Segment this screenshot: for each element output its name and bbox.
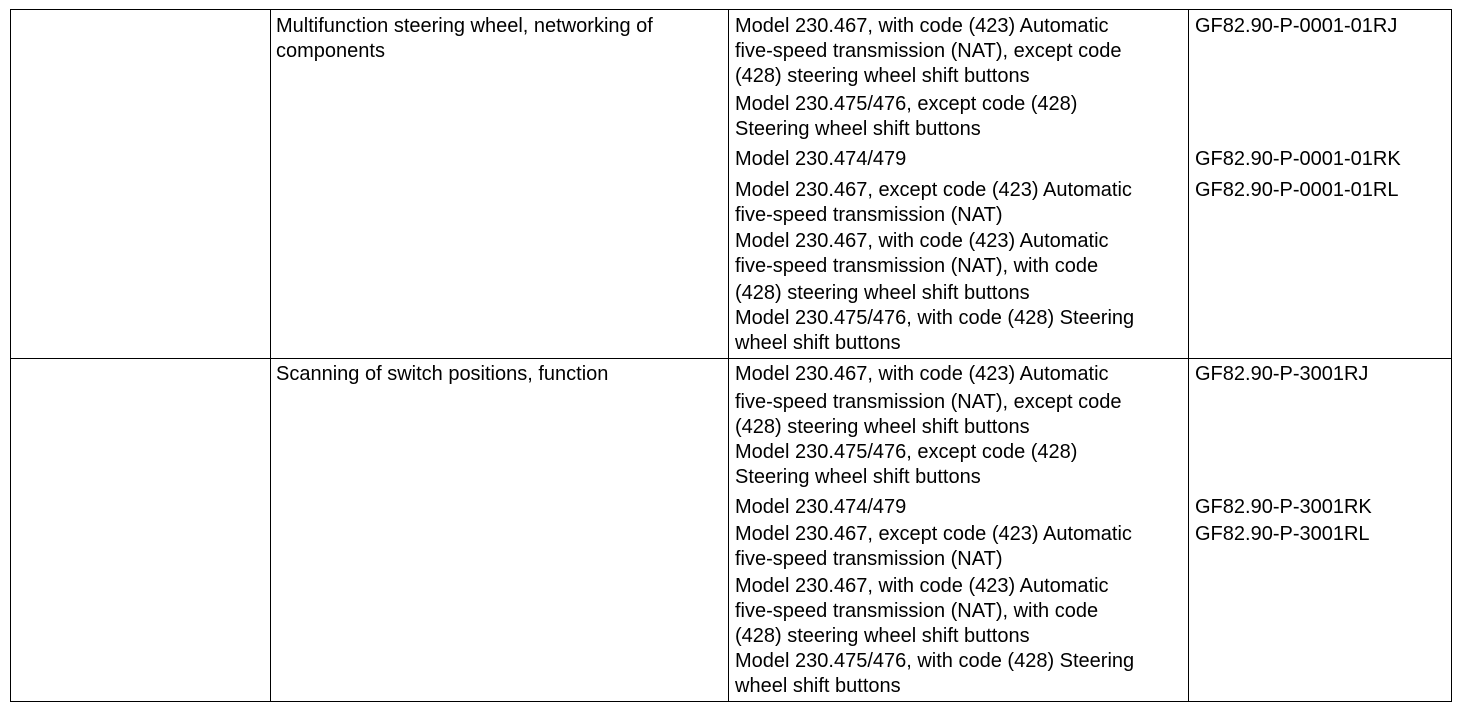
document-table <box>10 9 1452 702</box>
row-1-entry-3-line-7: wheel shift buttons <box>735 332 901 354</box>
row-2-entry-2-line-4: Model 230.467, with code (423) Automatic <box>735 575 1109 597</box>
row-1-entry-1-line-3: (428) steering wheel shift buttons <box>735 65 1030 87</box>
row-1-entry-1-line-5: Steering wheel shift buttons <box>735 118 981 140</box>
row-1-component-line-1: Multifunction steering wheel, networking of <box>276 15 653 37</box>
row-2-entry-1-line-5: Steering wheel shift buttons <box>735 466 981 488</box>
row-1-entry-1-doc-ref: GF82.90-P-0001-01RJ <box>1195 15 1398 37</box>
row-1-entry-1-line-4: Model 230.475/476, except code (428) <box>735 93 1078 115</box>
row-1-entry-3-line-4: five-speed transmission (NAT), with code <box>735 255 1099 277</box>
row-1-entry-1-line-2: five-speed transmission (NAT), except code <box>735 40 1122 62</box>
row-1-entry-3-line-2: five-speed transmission (NAT) <box>735 204 1003 226</box>
row-2-entry-2-line-8: wheel shift buttons <box>735 675 901 697</box>
row-1-entry-3-line-1: Model 230.467, except code (423) Automatic <box>735 179 1132 201</box>
row-2-entry-3-doc-ref: GF82.90-P-3001RL <box>1195 523 1370 545</box>
row-2-entry-2-line-7: Model 230.475/476, with code (428) Steering <box>735 650 1135 672</box>
row-2-entry-1-line-4: Model 230.475/476, except code (428) <box>735 441 1078 463</box>
column-divider <box>270 10 271 701</box>
row-1-entry-3-line-5: (428) steering wheel shift buttons <box>735 282 1030 304</box>
row-2-entry-2-line-2: Model 230.467, except code (423) Automatic <box>735 523 1132 545</box>
row-2-entry-1-doc-ref: GF82.90-P-3001RJ <box>1195 363 1369 385</box>
row-1-entry-3-line-3: Model 230.467, with code (423) Automatic <box>735 230 1109 252</box>
row-2-component-line-1: Scanning of switch positions, function <box>276 363 609 385</box>
row-1-component-line-2: components <box>276 40 385 62</box>
row-2-entry-2-line-5: five-speed transmission (NAT), with code <box>735 600 1099 622</box>
row-2-entry-2-line-1: Model 230.474/479 <box>735 496 907 518</box>
column-divider <box>1188 10 1189 701</box>
row-1-entry-3-doc-ref: GF82.90-P-0001-01RL <box>1195 179 1399 201</box>
row-divider <box>11 358 1451 359</box>
row-2-entry-1-line-3: (428) steering wheel shift buttons <box>735 416 1030 438</box>
row-2-entry-1-line-2: five-speed transmission (NAT), except code <box>735 391 1122 413</box>
row-2-entry-2-line-3: five-speed transmission (NAT) <box>735 548 1003 570</box>
row-1-entry-2-doc-ref: GF82.90-P-0001-01RK <box>1195 148 1401 170</box>
column-divider <box>728 10 729 701</box>
row-2-entry-2-doc-ref: GF82.90-P-3001RK <box>1195 496 1372 518</box>
row-2-entry-2-line-6: (428) steering wheel shift buttons <box>735 625 1030 647</box>
row-2-entry-1-line-1: Model 230.467, with code (423) Automatic <box>735 363 1109 385</box>
row-1-entry-1-line-1: Model 230.467, with code (423) Automatic <box>735 15 1109 37</box>
row-1-entry-2-line-1: Model 230.474/479 <box>735 148 907 170</box>
row-1-entry-3-line-6: Model 230.475/476, with code (428) Steering <box>735 307 1135 329</box>
